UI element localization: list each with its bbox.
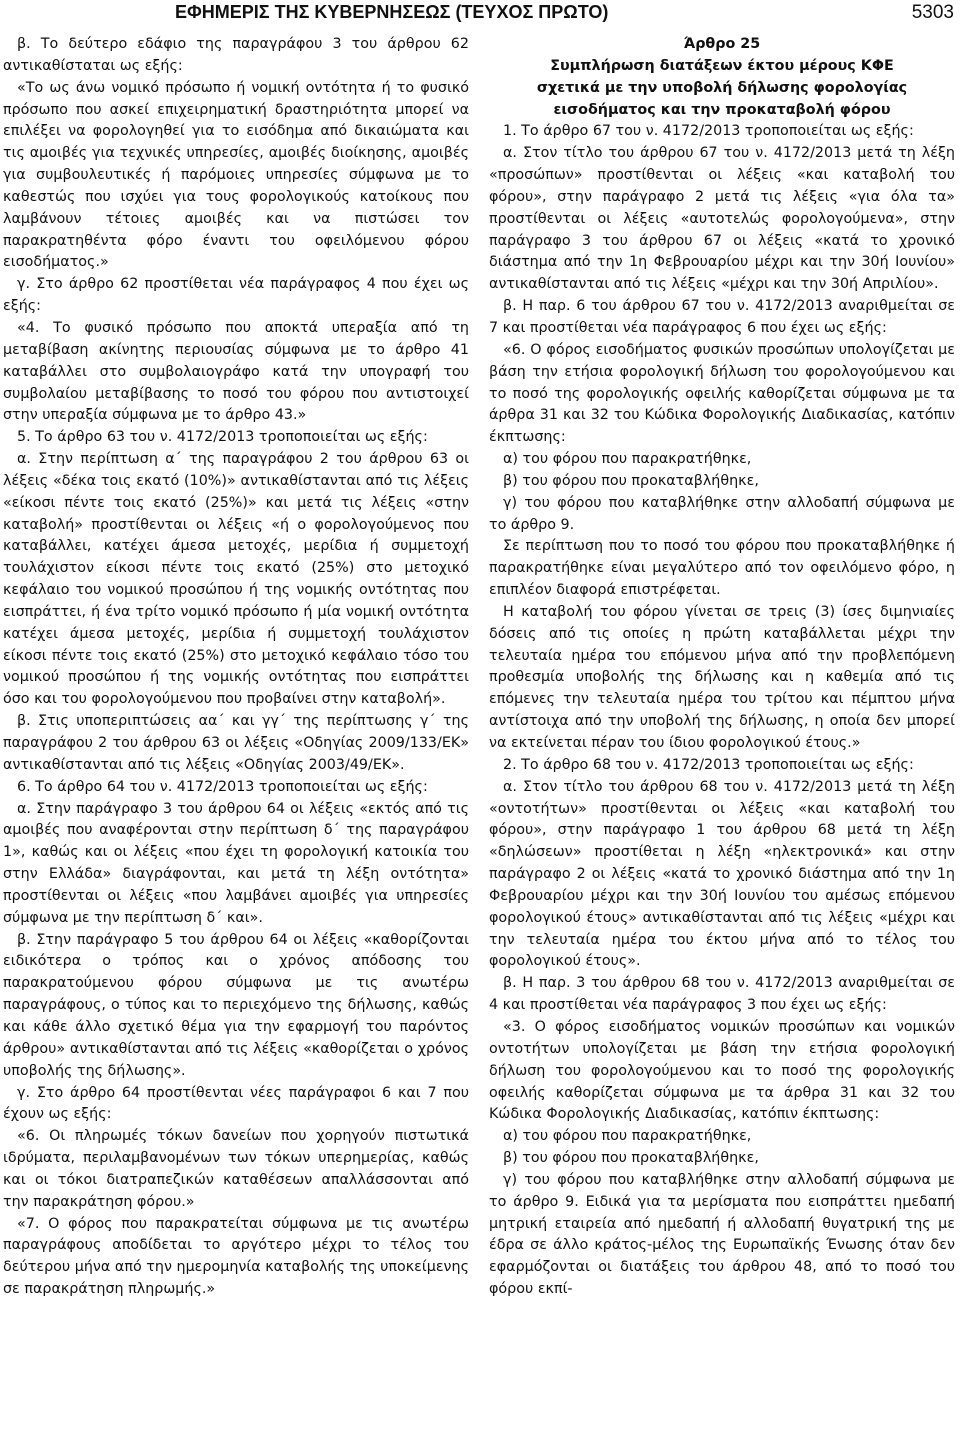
paragraph: β. Στις υποπεριπτώσεις αα΄ και γγ΄ της περίπτωσης γ΄ της παραγράφου 2 του άρθρου 63 οι λέξεις «Οδηγίας 2009/133/ΕΚ» αντικαθίστανται από τις λέξεις «Οδηγίας 2003/49/ΕΚ». <box>3 713 469 773</box>
paragraph: 5. Το άρθρο 63 του ν. 4172/2013 τροποποιείται ως εξής: <box>17 429 428 446</box>
article-title-line: Συμπλήρωση διατάξεων έκτου μέρους ΚΦΕ <box>550 57 894 74</box>
gazette-header-title: ΕΦΗΜΕΡΙΣ ΤΗΣ ΚΥΒΕΡΝΗΣΕΩΣ (ΤΕΥΧΟΣ ΠΡΩΤΟ) <box>175 2 609 22</box>
paragraph: γ) του φόρου που καταβλήθηκε στην αλλοδαπή σύμφωνα με το άρθρο 9. Ειδικά για τα μερίσματα που εισπράττει ημεδαπή μητρική εταιρεία από ημεδαπή ή αλλοδαπή θυγατρική της με έδρα σε άλλο κράτος-μέλος της Ευρωπαϊκής Ένωσης όταν δεν εφαρμόζονται οι διατάξεις του άρθρου 48, από το ποσό του φόρου εκπί- <box>489 1171 955 1298</box>
paragraph: γ) του φόρου που καταβλήθηκε στην αλλοδαπή σύμφωνα με το άρθρο 9. <box>489 494 955 533</box>
article-title-line: εισοδήματος και την προκαταβολή φόρου <box>553 101 891 118</box>
paragraph: α. Στον τίτλο του άρθρου 68 του ν. 4172/2013 μετά τη λέξη «οντοτήτων» προστίθενται οι λέξεις «και καταβολή του φόρου», στην παράγραφο 1 του άρθρου 68 μετά τη λέξη «δηλώσεων» προστίθεται η λέξη «ηλεκτρονικά» και στην παράγραφο 2 οι λέξεις «κατά το χρονικό διάστημα από την 1η Φεβρουαρίου μέχρι και την 30ή Ιουνίου του αμέσως επόμενου φορολογικού έτους» αντικαθίστανται από τις λέξεις «μέχρι και την τελευταία ημέρα του έκτου μήνα από το τέλος του φορολογικού έτους». <box>489 778 955 970</box>
paragraph: 6. Το άρθρο 64 του ν. 4172/2013 τροποποιείται ως εξής: <box>17 778 428 795</box>
paragraph: α) του φόρου που παρακρατήθηκε, <box>503 1128 752 1145</box>
paragraph: «6. Ο φόρος εισοδήματος φυσικών προσώπων υπολογίζεται με βάση την ετήσια φορολογική δήλωση του φορολογούμενου και το ποσό της φορολογικής οφειλής καθορίζεται σύμφωνα με τα άρθρα 31 και 32 του Κώδικα Φορολογικής Διαδικασίας, κατόπιν έκπτωσης: <box>489 341 955 446</box>
paragraph: β. Η παρ. 6 του άρθρου 67 του ν. 4172/2013 αναριθμείται σε 7 και προστίθεται νέα παράγραφος 6 που έχει ως εξής: <box>489 298 955 336</box>
paragraph: 2. Το άρθρο 68 του ν. 4172/2013 τροποποιείται ως εξής: <box>503 756 914 773</box>
article-number: Άρθρο 25 <box>683 36 761 52</box>
paragraph: «7. Ο φόρος που παρακρατείται σύμφωνα με τις ανωτέρω παραγράφους αποδίδεται το αργότερο μέχρι το τέλος του δεύτερου μήνα από την ημερομηνία καταβολής της υποκείμενης σε παρακράτηση πληρωμής.» <box>3 1215 469 1298</box>
article-heading-block <box>489 34 955 121</box>
paragraph: Η καταβολή του φόρου γίνεται σε τρεις (3) ίσες διμηνιαίες δόσεις από τις οποίες η πρώτη καταβάλλεται μέχρι την τελευταία ημέρα του επόμενου μήνα από την προβλεπόμενη προθεσμία υποβολής της δήλωσης και η καθεμία από τις επόμενες την τελευταία ημέρα του τρίτου και πέμπτου μήνα αντίστοιχα από την υποβολή της δήλωσης, η οποία δεν μπορεί να εκτείνεται πέραν του ίδιου φορολογικού έτους.» <box>489 603 955 751</box>
page-number: 5303 <box>911 2 954 23</box>
left-column <box>3 34 469 1434</box>
paragraph: α. Στον τίτλο του άρθρου 67 του ν. 4172/2013 μετά τη λέξη «προσώπων» προστίθενται οι λέξεις «και καταβολή του φόρου», στην παράγραφο 2 μετά τις λέξεις «για όλα τα» προστίθενται οι λέξεις «αυτοτελώς φορολογούμενα», στην παράγραφο 3 του άρθρου 67 οι λέξεις «κατά το χρονικό διάστημα από την 1η Φεβρουαρίου μέχρι και την 30ή Ιουνίου» αντικαθίστανται από τις λέξεις «μέχρι και την 30ή Απριλίου». <box>489 145 955 293</box>
paragraph: γ. Στο άρθρο 62 προστίθεται νέα παράγραφος 4 που έχει ως εξής: <box>3 276 469 315</box>
paragraph: β) του φόρου που προκαταβλήθηκε, <box>503 472 759 489</box>
paragraph: «3. Ο φόρος εισοδήματος νομικών προσώπων και νομικών οντοτήτων υπολογίζεται με βάση την ετήσια φορολογική δήλωση του φορολογούμενου και το ποσό της φορολογικής οφειλής καθορίζεται σύμφωνα με τα άρθρα 31 και 32 του Κώδικα Φορολογικής Διαδικασίας, κατόπιν έκπτωσης: <box>489 1018 955 1123</box>
paragraph: «6. Οι πληρωμές τόκων δανείων που χορηγούν πιστωτικά ιδρύματα, περιλαμβανομένων των τόκων υπερημερίας, καθώς και οι τόκοι διατραπεζικών καταθέσεων απαλλάσσονται από την παρακράτηση φόρου.» <box>3 1128 469 1210</box>
paragraph: β. Η παρ. 3 του άρθρου 68 του ν. 4172/2013 αναριθμείται σε 4 και προστίθεται νέα παράγραφος 3 που έχει ως εξής: <box>489 975 955 1014</box>
paragraph: β. Το δεύτερο εδάφιο της παραγράφου 3 του άρθρου 62 αντικαθίσταται ως εξής: <box>3 36 469 74</box>
paragraph: β) του φόρου που προκαταβλήθηκε, <box>503 1150 759 1167</box>
paragraph: α. Στην παράγραφο 3 του άρθρου 64 οι λέξεις «εκτός από τις αμοιβές που αναφέρονται στην περίπτωση δ΄ της παραγράφου 1», καθώς και οι λέξεις «που έχει τη φορολογική κατοικία του στην Ελλάδα» διαγράφονται, και μετά τη λέξη οντότητα» προστίθενται οι λέξεις «που λαμβάνει αμοιβές για υπηρεσίες σύμφωνα με την περίπτωση δ΄ και». <box>3 800 469 926</box>
paragraph: α. Στην περίπτωση α΄ της παραγράφου 2 του άρθρου 63 οι λέξεις «δέκα τοις εκατό (10%)» αντικαθίστανται από τις λέξεις «είκοσι πέντε τοις εκατό (25%)» και μετά τις λέξεις «στην καταβολή» προστίθενται οι λέξεις «ή ο φορολογούμενος που καταβάλλει, κατέχει άμεσα μετοχές, μερίδια ή συμμετοχή τουλάχιστον είκοσι πέντε τοις εκατό (25%) στο μετοχικό κεφάλαιο του νομικού προσώπου ή της νομικής οντότητας που εισπράττει, ή ένα τρίτο νομικό πρόσωπο ή μία νομική οντότητα κατέχει άμεσα μετοχές, μερίδια ή συμμετοχή τουλάχιστον είκοσι πέντε τοις εκατό (25%) στο μετοχικό κεφάλαιο τόσο του νομικού προσώπου ή της νομικής οντότητας που εισπράττει όσο και του φορολογούμενου που προβαίνει στην καταβολή». <box>3 451 469 708</box>
article-title-line: σχετικά με την υποβολή δήλωσης φορολογίας <box>536 79 908 96</box>
paragraph: «4. Το φυσικό πρόσωπο που αποκτά υπεραξία από τη μεταβίβαση ακίνητης περιουσίας σύμφωνα με το άρθρο 41 καταβάλλει στο συμβολαιογράφο κατά την υπογραφή του συμβολαίου μεταβίβασης το ποσό του φόρου που αντιστοιχεί στην υπεραξία σύμφωνα με το άρθρο 43.» <box>3 319 469 424</box>
right-column <box>489 34 955 1434</box>
paragraph: β. Στην παράγραφο 5 του άρθρου 64 οι λέξεις «καθορίζονται ειδικότερα ο τρόπος και ο χρόνος απόδοσης του παρακρατούμενου φόρου σύμφωνα με τις ανωτέρω παραγράφους, ο τύπος και το περιεχόμενο της δήλωσης, καθώς και κάθε άλλο σχετικό θέμα για την εφαρμογή του παρόντος άρθρου» αντικαθίστανται από τις λέξεις «καθορίζεται ο χρόνος υποβολής της δήλωσης». <box>3 931 469 1079</box>
paragraph: Σε περίπτωση που το ποσό του φόρου που προκαταβλήθηκε ή παρακρατήθηκε είναι μεγαλύτερο από τον οφειλόμενο φόρο, η επιπλέον διαφορά επιστρέφεται. <box>489 538 955 599</box>
paragraph: 1. Το άρθρο 67 του ν. 4172/2013 τροποποιείται ως εξής: <box>503 123 914 140</box>
paragraph: «Το ως άνω νομικό πρόσωπο ή νομική οντότητα ή το φυσικό πρόσωπο που ασκεί επιχειρηματική δραστηριότητα μπορεί να επιλέξει να φορολογηθεί για το εισόδημα από δικαιώματα και τις αμοιβές για τεχνικές υπηρεσίες, αμοιβές διοίκησης, αμοιβές για συμβουλευτικές ή παρόμοιες υπηρεσίες σύμφωνα με το καθεστώς που ισχύει για τους φορολογικούς κατοίκους που λαμβάνουν τέτοιες αμοιβές και να πιστώσει τον παρακρατηθέντα φόρο έναντι του οφειλόμενου φόρου εισοδήματος.» <box>3 79 469 271</box>
paragraph: γ. Στο άρθρο 64 προστίθενται νέες παράγραφοι 6 και 7 που έχουν ως εξής: <box>3 1084 469 1123</box>
paragraph: α) του φόρου που παρακρατήθηκε, <box>503 451 752 468</box>
